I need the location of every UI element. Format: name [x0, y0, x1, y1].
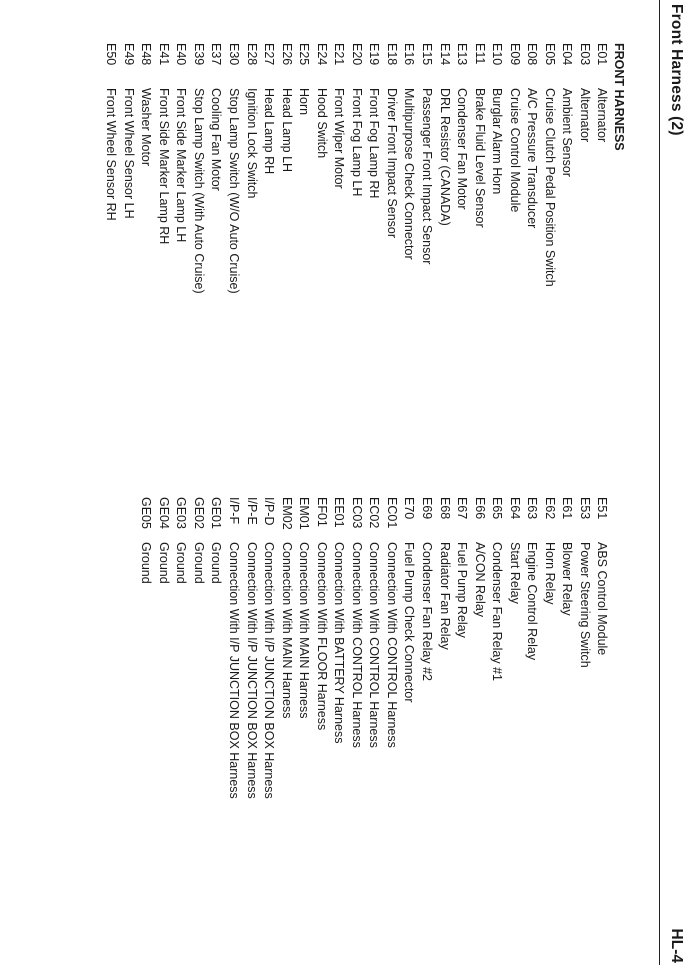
connector-code: EC02	[367, 497, 382, 529]
connector-row	[453, 43, 471, 294]
connector-code: I/P-E	[244, 497, 259, 525]
connector-code: E14	[437, 43, 452, 66]
connector-code: E27	[262, 43, 277, 66]
connector-description: Alternator	[595, 88, 610, 143]
connector-row	[417, 497, 435, 799]
connector-row	[540, 43, 558, 294]
connector-description: Washer Motor	[139, 88, 154, 167]
connector-code: E37	[209, 43, 224, 66]
connector-code: E49	[121, 43, 136, 66]
connector-code: E25	[297, 43, 312, 66]
connector-description: Stop Lamp Switch (W/O Auto Cruise)	[227, 88, 242, 294]
connector-code: E09	[507, 43, 522, 66]
connector-code: E69	[420, 497, 435, 520]
connector-row	[575, 497, 593, 799]
connector-description: Alternator	[577, 88, 592, 143]
connector-row	[488, 43, 506, 294]
connector-row	[365, 497, 383, 799]
connector-row	[470, 497, 488, 799]
connector-description: Horn	[297, 88, 312, 116]
connector-code: E66	[472, 497, 487, 520]
connector-row	[382, 497, 400, 799]
connector-row	[593, 43, 611, 294]
connector-description: Connection With I/P JUNCTION BOX Harness	[244, 542, 259, 799]
connector-code: E05	[542, 43, 557, 66]
connector-code: EC03	[349, 497, 364, 529]
connector-description: Condenser Fan Relay #1	[490, 542, 505, 681]
connector-description: Hood Switch	[314, 88, 329, 159]
connector-description: DRL Resistor (CANADA)	[437, 88, 452, 226]
connector-description: Horn Relay	[542, 542, 557, 605]
connector-description: Burglar Alarm Horn	[490, 88, 505, 195]
connector-description: Head Lamp LH	[279, 88, 294, 173]
connector-row	[435, 43, 453, 294]
connector-description: Fuel Pump Relay	[455, 542, 470, 638]
connector-row	[400, 497, 418, 799]
connector-row	[453, 497, 471, 799]
connector-description: Passenger Front Impact Sensor	[420, 88, 435, 265]
connector-row	[154, 43, 172, 294]
section-title: FRONT HARNESS	[612, 43, 626, 151]
connector-description: Connection With I/P JUNCTION BOX Harness	[262, 542, 277, 799]
connector-code: E08	[525, 43, 540, 66]
connector-code: EM01	[297, 497, 312, 530]
connector-description: Start Relay	[507, 542, 522, 604]
connector-code: E30	[227, 43, 242, 66]
connector-row	[365, 43, 383, 294]
connector-description: Front Side Marker Lamp LH	[174, 88, 189, 243]
connector-code: E19	[367, 43, 382, 66]
connector-description: Engine Control Relay	[525, 542, 540, 661]
connector-description: Ignition Lock Switch	[244, 88, 259, 199]
connector-description: ABS Control Module	[595, 542, 610, 656]
connector-row	[575, 43, 593, 294]
connector-description: Condenser Fan Relay #2	[420, 542, 435, 681]
connector-code: I/P-D	[262, 497, 277, 526]
connector-code: E63	[525, 497, 540, 520]
connector-code: I/P-F	[227, 497, 242, 525]
connector-description: Connection With CONTROL Harness	[349, 542, 364, 748]
connector-description: Stop Lamp Switch (With Auto Cruise)	[191, 88, 206, 294]
connector-description: Radiator Fan Relay	[437, 542, 452, 650]
connector-row	[277, 497, 295, 799]
connector-description: Front Fog Lamp LH	[349, 88, 364, 197]
connector-row	[295, 43, 313, 294]
connector-description: Connection With I/P JUNCTION BOX Harness	[227, 542, 242, 799]
connector-row	[382, 43, 400, 294]
connector-description: Condenser Fan Motor	[455, 88, 470, 210]
connector-row	[312, 43, 330, 294]
connector-code: GE01	[209, 497, 224, 529]
connector-row	[505, 497, 523, 799]
connector-code: GE03	[174, 497, 189, 529]
connector-description: Blower Relay	[560, 542, 575, 616]
connector-description: Front Fog Lamp RH	[367, 88, 382, 199]
connector-row	[242, 497, 260, 799]
connector-row	[189, 497, 207, 799]
connector-row	[347, 497, 365, 799]
connector-description: Connection With MAIN Harness	[297, 542, 312, 719]
connector-description: Multipurpose Check Connector	[402, 88, 417, 260]
connector-code: E64	[507, 497, 522, 520]
connector-row	[330, 43, 348, 294]
connector-row	[558, 43, 576, 294]
connector-code: E15	[420, 43, 435, 66]
connector-row	[172, 497, 190, 799]
connector-description: Driver Front Impact Sensor	[384, 88, 399, 239]
connector-code: E51	[595, 497, 610, 520]
connector-code: E10	[490, 43, 505, 66]
connector-description: Front Wheel Sensor LH	[121, 88, 136, 219]
connector-code: E68	[437, 497, 452, 520]
connector-description: A/C Pressure Transducer	[525, 88, 540, 229]
connector-row	[224, 497, 242, 799]
connector-row	[470, 43, 488, 294]
connector-code: E48	[139, 43, 154, 66]
connector-code: E04	[560, 43, 575, 66]
connector-code: E62	[542, 497, 557, 520]
connector-code: E20	[349, 43, 364, 66]
connector-row	[347, 43, 365, 294]
connector-code: E03	[577, 43, 592, 66]
connector-code: E41	[156, 43, 171, 66]
connector-row	[488, 497, 506, 799]
connector-row	[189, 43, 207, 294]
connector-code: E39	[191, 43, 206, 66]
connector-code: E26	[279, 43, 294, 66]
connector-code: E40	[174, 43, 189, 66]
connector-row	[505, 43, 523, 294]
connector-code: E16	[402, 43, 417, 66]
connector-code: GE05	[139, 497, 154, 529]
connector-code: E13	[455, 43, 470, 66]
connector-description: Connection With MAIN Harness	[279, 542, 294, 719]
connector-description: Front Wheel Sensor RH	[104, 88, 119, 221]
page-code: HL-4	[668, 928, 685, 963]
connector-description: Cooling Fan Motor	[209, 88, 224, 191]
connector-row	[242, 43, 260, 294]
connector-description: Ground	[139, 542, 154, 584]
connector-code: E11	[472, 43, 487, 65]
connector-description: A/CON Relay	[472, 542, 487, 618]
connector-code: E01	[595, 43, 610, 66]
connector-description: Brake Fluid Level Sensor	[472, 88, 487, 228]
connector-description: Front Wiper Motor	[332, 88, 347, 189]
connector-description: Ambient Sensor	[560, 88, 575, 177]
connector-row	[523, 497, 541, 799]
connector-row	[593, 497, 611, 799]
connector-code: E67	[455, 497, 470, 520]
connector-description: Cruise Clutch Pedal Position Switch	[542, 88, 557, 287]
connector-row	[137, 497, 155, 799]
connector-description: Connection With CONTROL Harness	[367, 542, 382, 748]
connector-row	[260, 497, 278, 799]
connector-row	[540, 497, 558, 799]
connector-row	[400, 43, 418, 294]
page-title: Front Harness (2)	[668, 4, 685, 136]
connector-description: Ground	[156, 542, 171, 584]
connector-code: E50	[104, 43, 119, 66]
connector-description: Ground	[209, 542, 224, 584]
connector-row	[154, 497, 172, 799]
connector-description: Front Side Marker Lamp RH	[156, 88, 171, 245]
connector-row	[435, 497, 453, 799]
connector-list-left	[102, 43, 611, 294]
connector-code: E70	[402, 497, 417, 520]
connector-code: E21	[332, 43, 347, 66]
connector-description: Fuel Pump Check Connector	[402, 542, 417, 703]
connector-description: Head Lamp RH	[262, 88, 277, 175]
header-divider	[659, 0, 660, 965]
connector-row	[119, 43, 137, 294]
connector-row	[417, 43, 435, 294]
connector-code: E61	[560, 497, 575, 520]
connector-code: E65	[490, 497, 505, 520]
connector-row	[523, 43, 541, 294]
connector-code: EF01	[314, 497, 329, 527]
connector-row	[277, 43, 295, 294]
connector-code: E18	[384, 43, 399, 66]
connector-row	[137, 43, 155, 294]
connector-code: EM02	[279, 497, 294, 530]
connector-description: Connection With BATTERY Harness	[332, 542, 347, 744]
connector-row	[330, 497, 348, 799]
connector-code: EE01	[332, 497, 347, 528]
connector-code: EC01	[384, 497, 399, 529]
connector-description: Cruise Control Module	[507, 88, 522, 213]
connector-row	[312, 497, 330, 799]
connector-row	[224, 43, 242, 294]
connector-description: Power Steering Switch	[577, 542, 592, 668]
connector-row	[102, 43, 120, 294]
connector-row	[172, 43, 190, 294]
connector-code: E28	[244, 43, 259, 66]
connector-row	[260, 43, 278, 294]
connector-row	[558, 497, 576, 799]
connector-row	[295, 497, 313, 799]
connector-code: GE04	[156, 497, 171, 529]
connector-description: Ground	[191, 542, 206, 584]
connector-code: E24	[314, 43, 329, 66]
connector-list-right	[137, 497, 611, 799]
connector-description: Connection With FLOOR Harness	[314, 542, 329, 731]
connector-description: Connection With CONTROL Harness	[384, 542, 399, 748]
connector-code: GE02	[191, 497, 206, 529]
connector-description: Ground	[174, 542, 189, 584]
connector-row	[207, 497, 225, 799]
connector-code: E53	[577, 497, 592, 520]
connector-row	[207, 43, 225, 294]
